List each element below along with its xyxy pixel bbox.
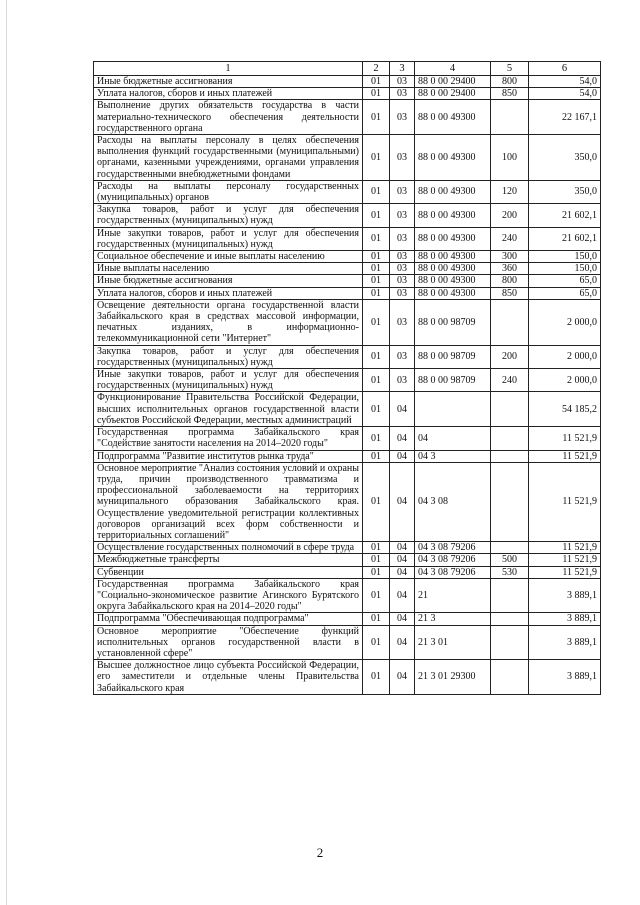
header-col-6: 6: [529, 62, 601, 76]
row-section-code: 01: [363, 345, 390, 368]
row-expense-type: 800: [491, 76, 529, 88]
row-target-article: 88 0 00 29400: [415, 88, 491, 100]
row-expense-type: [491, 625, 529, 660]
row-name: Субвенции: [94, 566, 363, 578]
table-row: [94, 88, 601, 100]
row-target-article: 04 3 08 79206: [415, 542, 491, 554]
row-target-article: 21 3: [415, 613, 491, 625]
scan-edge-line: [6, 0, 7, 905]
row-target-article: 88 0 00 49300: [415, 180, 491, 203]
row-amount: 3 889,1: [529, 578, 601, 613]
row-section-code: 01: [363, 625, 390, 660]
row-name: Выполнение других обязательств государства в части материально-технического обеспечения деятельности государственного органа: [94, 100, 363, 135]
row-target-article: 88 0 00 49300: [415, 204, 491, 227]
row-expense-type: 240: [491, 369, 529, 392]
row-expense-type: 850: [491, 88, 529, 100]
row-expense-type: [491, 427, 529, 450]
row-name: Иные бюджетные ассигнования: [94, 275, 363, 287]
row-expense-type: 530: [491, 566, 529, 578]
table-row: [94, 542, 601, 554]
row-target-article: 88 0 00 98709: [415, 369, 491, 392]
row-section-code: 01: [363, 369, 390, 392]
table-row: [94, 299, 601, 345]
row-subsection-code: 03: [390, 275, 415, 287]
row-name: Социальное обеспечение и иные выплаты населению: [94, 251, 363, 263]
row-expense-type: 120: [491, 180, 529, 203]
row-section-code: 01: [363, 542, 390, 554]
row-expense-type: 100: [491, 135, 529, 181]
row-target-article: 88 0 00 98709: [415, 345, 491, 368]
row-target-article: 21 3 01 29300: [415, 660, 491, 695]
header-col-2: 2: [363, 62, 390, 76]
row-expense-type: [491, 613, 529, 625]
row-amount: 150,0: [529, 263, 601, 275]
table-row: [94, 578, 601, 613]
row-amount: 54 185,2: [529, 392, 601, 427]
row-target-article: 88 0 00 49300: [415, 100, 491, 135]
row-section-code: 01: [363, 287, 390, 299]
row-target-article: 04: [415, 427, 491, 450]
row-subsection-code: 03: [390, 180, 415, 203]
row-name: Подпрограмма "Развитие институтов рынка труда": [94, 450, 363, 462]
row-section-code: 01: [363, 660, 390, 695]
row-amount: 11 521,9: [529, 450, 601, 462]
row-expense-type: 800: [491, 275, 529, 287]
row-name: Основное мероприятие "Анализ состояния условий и охраны труда, причин производственного травматизма и профессиональной заболеваемости на территориях муниципального образования Забайкальского края. Осуществление уведомительной регистрации коллективных договоров организаций всех форм собственности и территориальных соглашений": [94, 462, 363, 541]
row-subsection-code: 03: [390, 88, 415, 100]
row-subsection-code: 03: [390, 135, 415, 181]
row-expense-type: 300: [491, 251, 529, 263]
row-name: Уплата налогов, сборов и иных платежей: [94, 88, 363, 100]
header-col-4: 4: [415, 62, 491, 76]
budget-table: [93, 61, 601, 695]
header-col-3: 3: [390, 62, 415, 76]
row-section-code: 01: [363, 180, 390, 203]
row-name: Иные выплаты населению: [94, 263, 363, 275]
row-name: Функционирование Правительства Российской Федерации, высших исполнительных органов государственной власти субъектов Российской Федерации, местных администраций: [94, 392, 363, 427]
row-target-article: 88 0 00 49300: [415, 227, 491, 250]
row-section-code: 01: [363, 450, 390, 462]
row-amount: 2 000,0: [529, 369, 601, 392]
table-row: [94, 554, 601, 566]
row-target-article: 88 0 00 49300: [415, 275, 491, 287]
row-target-article: [415, 392, 491, 427]
table-row: [94, 450, 601, 462]
row-subsection-code: 03: [390, 100, 415, 135]
row-amount: 3 889,1: [529, 613, 601, 625]
row-target-article: 21 3 01: [415, 625, 491, 660]
row-name: Закупка товаров, работ и услуг для обеспечения государственных (муниципальных) нужд: [94, 204, 363, 227]
table-row: [94, 660, 601, 695]
row-amount: 3 889,1: [529, 660, 601, 695]
row-target-article: 88 0 00 49300: [415, 251, 491, 263]
row-section-code: 01: [363, 263, 390, 275]
row-name: Закупка товаров, работ и услуг для обеспечения государственных (муниципальных) нужд: [94, 345, 363, 368]
row-name: Высшее должностное лицо субъекта Российской Федерации, его заместители и отдельные члены Правительства Забайкальского края: [94, 660, 363, 695]
table-row: [94, 180, 601, 203]
table-body: [94, 76, 601, 695]
row-amount: 3 889,1: [529, 625, 601, 660]
page-number: 2: [316, 845, 324, 860]
row-subsection-code: 04: [390, 392, 415, 427]
row-amount: 54,0: [529, 88, 601, 100]
row-target-article: 88 0 00 98709: [415, 299, 491, 345]
row-section-code: 01: [363, 566, 390, 578]
row-amount: 21 602,1: [529, 204, 601, 227]
row-expense-type: 200: [491, 345, 529, 368]
table-row: [94, 462, 601, 541]
row-section-code: 01: [363, 88, 390, 100]
row-amount: 2 000,0: [529, 299, 601, 345]
row-name: Государственная программа Забайкальского края "Социально-экономическое развитие Агинского Бурятского округа Забайкальского края на 2014–2020 годы": [94, 578, 363, 613]
row-expense-type: 850: [491, 287, 529, 299]
table-row: [94, 566, 601, 578]
row-section-code: 01: [363, 427, 390, 450]
row-subsection-code: 03: [390, 263, 415, 275]
row-target-article: 88 0 00 29400: [415, 76, 491, 88]
row-section-code: 01: [363, 554, 390, 566]
row-subsection-code: 03: [390, 287, 415, 299]
row-amount: 11 521,9: [529, 427, 601, 450]
row-section-code: 01: [363, 392, 390, 427]
row-section-code: 01: [363, 204, 390, 227]
row-name: Иные закупки товаров, работ и услуг для обеспечения государственных (муниципальных) нужд: [94, 227, 363, 250]
row-subsection-code: 04: [390, 554, 415, 566]
row-subsection-code: 03: [390, 251, 415, 263]
table-row: [94, 251, 601, 263]
row-subsection-code: 04: [390, 566, 415, 578]
row-subsection-code: 04: [390, 625, 415, 660]
row-name: Подпрограмма "Обеспечивающая подпрограмма": [94, 613, 363, 625]
row-subsection-code: 04: [390, 613, 415, 625]
row-expense-type: 240: [491, 227, 529, 250]
table-row: [94, 204, 601, 227]
row-target-article: 04 3: [415, 450, 491, 462]
header-col-5: 5: [491, 62, 529, 76]
row-subsection-code: 03: [390, 299, 415, 345]
row-target-article: 04 3 08: [415, 462, 491, 541]
table-row: [94, 287, 601, 299]
row-subsection-code: 03: [390, 204, 415, 227]
row-subsection-code: 04: [390, 450, 415, 462]
row-expense-type: 200: [491, 204, 529, 227]
table-row: [94, 625, 601, 660]
row-name: Расходы на выплаты персоналу в целях обеспечения выполнения функций государственными (муниципальными) органами, казенными учреждениями, органами управления государственными внебюджетными фондами: [94, 135, 363, 181]
table-row: [94, 275, 601, 287]
table-header-row: [94, 62, 601, 76]
row-subsection-code: 03: [390, 369, 415, 392]
row-section-code: 01: [363, 578, 390, 613]
row-expense-type: [491, 450, 529, 462]
row-target-article: 88 0 00 49300: [415, 135, 491, 181]
table-row: [94, 76, 601, 88]
row-name: Основное мероприятие "Обеспечение функций исполнительных органов государственной власти в установленной сфере": [94, 625, 363, 660]
row-amount: 350,0: [529, 180, 601, 203]
table-row: [94, 369, 601, 392]
table-row: [94, 100, 601, 135]
row-target-article: 88 0 00 49300: [415, 287, 491, 299]
row-expense-type: [491, 100, 529, 135]
row-expense-type: [491, 392, 529, 427]
row-expense-type: [491, 462, 529, 541]
row-name: Государственная программа Забайкальского края "Содействие занятости населения на 2014–2020 годы": [94, 427, 363, 450]
row-section-code: 01: [363, 251, 390, 263]
row-target-article: 04 3 08 79206: [415, 566, 491, 578]
row-expense-type: [491, 299, 529, 345]
row-section-code: 01: [363, 462, 390, 541]
row-amount: 65,0: [529, 275, 601, 287]
row-expense-type: 500: [491, 554, 529, 566]
row-subsection-code: 03: [390, 76, 415, 88]
row-subsection-code: 04: [390, 578, 415, 613]
row-amount: 11 521,9: [529, 542, 601, 554]
row-amount: 150,0: [529, 251, 601, 263]
row-expense-type: [491, 660, 529, 695]
row-name: Уплата налогов, сборов и иных платежей: [94, 287, 363, 299]
row-subsection-code: 04: [390, 542, 415, 554]
row-section-code: 01: [363, 227, 390, 250]
row-name: Расходы на выплаты персоналу государственных (муниципальных) органов: [94, 180, 363, 203]
row-amount: 350,0: [529, 135, 601, 181]
row-name: Межбюджетные трансферты: [94, 554, 363, 566]
row-amount: 2 000,0: [529, 345, 601, 368]
row-target-article: 88 0 00 49300: [415, 263, 491, 275]
row-amount: 21 602,1: [529, 227, 601, 250]
row-section-code: 01: [363, 299, 390, 345]
row-amount: 54,0: [529, 76, 601, 88]
row-expense-type: 360: [491, 263, 529, 275]
row-name: Иные закупки товаров, работ и услуг для обеспечения государственных (муниципальных) нужд: [94, 369, 363, 392]
row-subsection-code: 04: [390, 462, 415, 541]
row-amount: 65,0: [529, 287, 601, 299]
row-name: Иные бюджетные ассигнования: [94, 76, 363, 88]
row-section-code: 01: [363, 275, 390, 287]
row-section-code: 01: [363, 135, 390, 181]
table-row: [94, 135, 601, 181]
row-name: Осуществление государственных полномочий в сфере труда: [94, 542, 363, 554]
row-target-article: 04 3 08 79206: [415, 554, 491, 566]
header-col-1: 1: [94, 62, 363, 76]
row-amount: 11 521,9: [529, 554, 601, 566]
row-amount: 22 167,1: [529, 100, 601, 135]
table-row: [94, 345, 601, 368]
row-subsection-code: 04: [390, 660, 415, 695]
row-section-code: 01: [363, 100, 390, 135]
table-row: [94, 613, 601, 625]
row-subsection-code: 04: [390, 427, 415, 450]
row-expense-type: [491, 542, 529, 554]
table-row: [94, 263, 601, 275]
row-section-code: 01: [363, 613, 390, 625]
row-subsection-code: 03: [390, 227, 415, 250]
row-amount: 11 521,9: [529, 462, 601, 541]
row-section-code: 01: [363, 76, 390, 88]
row-name: Освещение деятельности органа государственной власти Забайкальского края в средствах массовой информации, печатных изданиях, в информационно-телекоммуникационной сети "Интернет": [94, 299, 363, 345]
table-row: [94, 227, 601, 250]
row-subsection-code: 03: [390, 345, 415, 368]
row-expense-type: [491, 578, 529, 613]
row-target-article: 21: [415, 578, 491, 613]
table-row: [94, 427, 601, 450]
table-row: [94, 392, 601, 427]
row-amount: 11 521,9: [529, 566, 601, 578]
